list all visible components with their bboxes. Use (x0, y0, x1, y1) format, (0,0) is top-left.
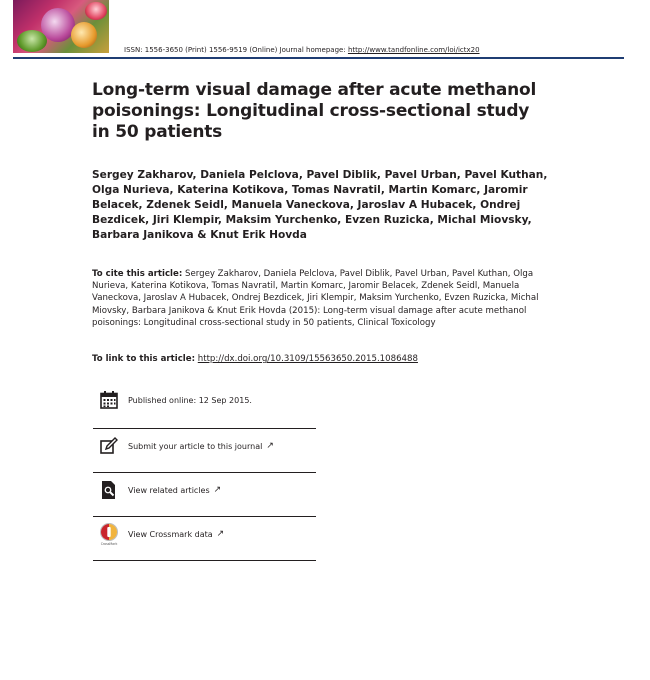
journal-homepage-link[interactable]: http://www.tandfonline.com/loi/ictx20 (347, 46, 480, 54)
related-articles-label: View related articles (128, 485, 210, 495)
divider (93, 560, 316, 561)
article-link-line (92, 354, 562, 364)
crossmark-link[interactable] (98, 523, 316, 545)
issn-text: ISSN: 1556-3650 (Print) 1556-9519 (Online) Journal homepage: (124, 46, 346, 54)
divider (93, 428, 316, 429)
citation-label: To cite this article: (92, 269, 183, 279)
document-search-icon (98, 479, 120, 501)
crossmark-label: View Crossmark data (128, 529, 213, 539)
edit-icon (98, 435, 120, 457)
calendar-icon (98, 389, 120, 411)
citation-block (92, 268, 562, 329)
article-authors: Sergey Zakharov, Daniela Pelclova, Pavel Diblik, Pavel Urban, Pavel Kuthan, Olga Nurieva, Katerina Kotikova, Tomas Navratil, Martin Komarc, Jaromir Belacek, Zdenek Seidl, Manuela Vaneckova, Jaroslav A Hubacek, Ondrej Bezdicek, Jiri Klempir, Maksim Yurchenko, Evzen Ruzicka, Michal Miovsky, Barbara Janikova & Knut Erik Hovda (92, 169, 548, 241)
published-online-item (98, 389, 316, 411)
article-title: Long-term visual damage after acute methanol poisonings: Longitudinal cross-sectional study in 50 patients (92, 80, 537, 142)
crossmark-caption: CrossMark (100, 542, 118, 546)
issn-line (124, 46, 480, 54)
submit-article-label: Submit your article to this journal (128, 441, 263, 451)
external-link-icon: ↗ (266, 441, 274, 451)
crossmark-icon (98, 523, 120, 545)
link-label: To link to this article: (92, 354, 196, 364)
citation-text: Sergey Zakharov, Daniela Pelclova, Pavel Diblik, Pavel Urban, Pavel Kuthan, Olga Nurieva, Katerina Kotikova, Tomas Navratil, Martin Komarc, Jaromir Belacek, Zdenek Seidl, Manuela Vaneckova, Jaroslav A Hubacek, Ondrej Bezdicek, Jiri Klempir, Maksim Yurchenko, Evzen Ruzicka, Michal Miovsky, Barbara Janikova & Knut Erik Hovda (2015): Long-term visual damage after acute methanol poisonings: Longitudinal cross-sectional study in 50 patients, Clinical Toxicology (92, 269, 539, 328)
external-link-icon: ↗ (216, 529, 225, 539)
external-link-icon: ↗ (213, 485, 222, 495)
divider (93, 472, 316, 473)
submit-article-link[interactable] (98, 435, 316, 457)
journal-cover-image (13, 0, 109, 53)
header-rule (13, 57, 624, 59)
related-articles-link[interactable] (98, 479, 316, 501)
published-online-text: Published online: 12 Sep 2015. (128, 395, 252, 405)
divider (93, 516, 316, 517)
doi-link[interactable]: http://dx.doi.org/10.3109/15563650.2015.1086488 (197, 354, 418, 364)
